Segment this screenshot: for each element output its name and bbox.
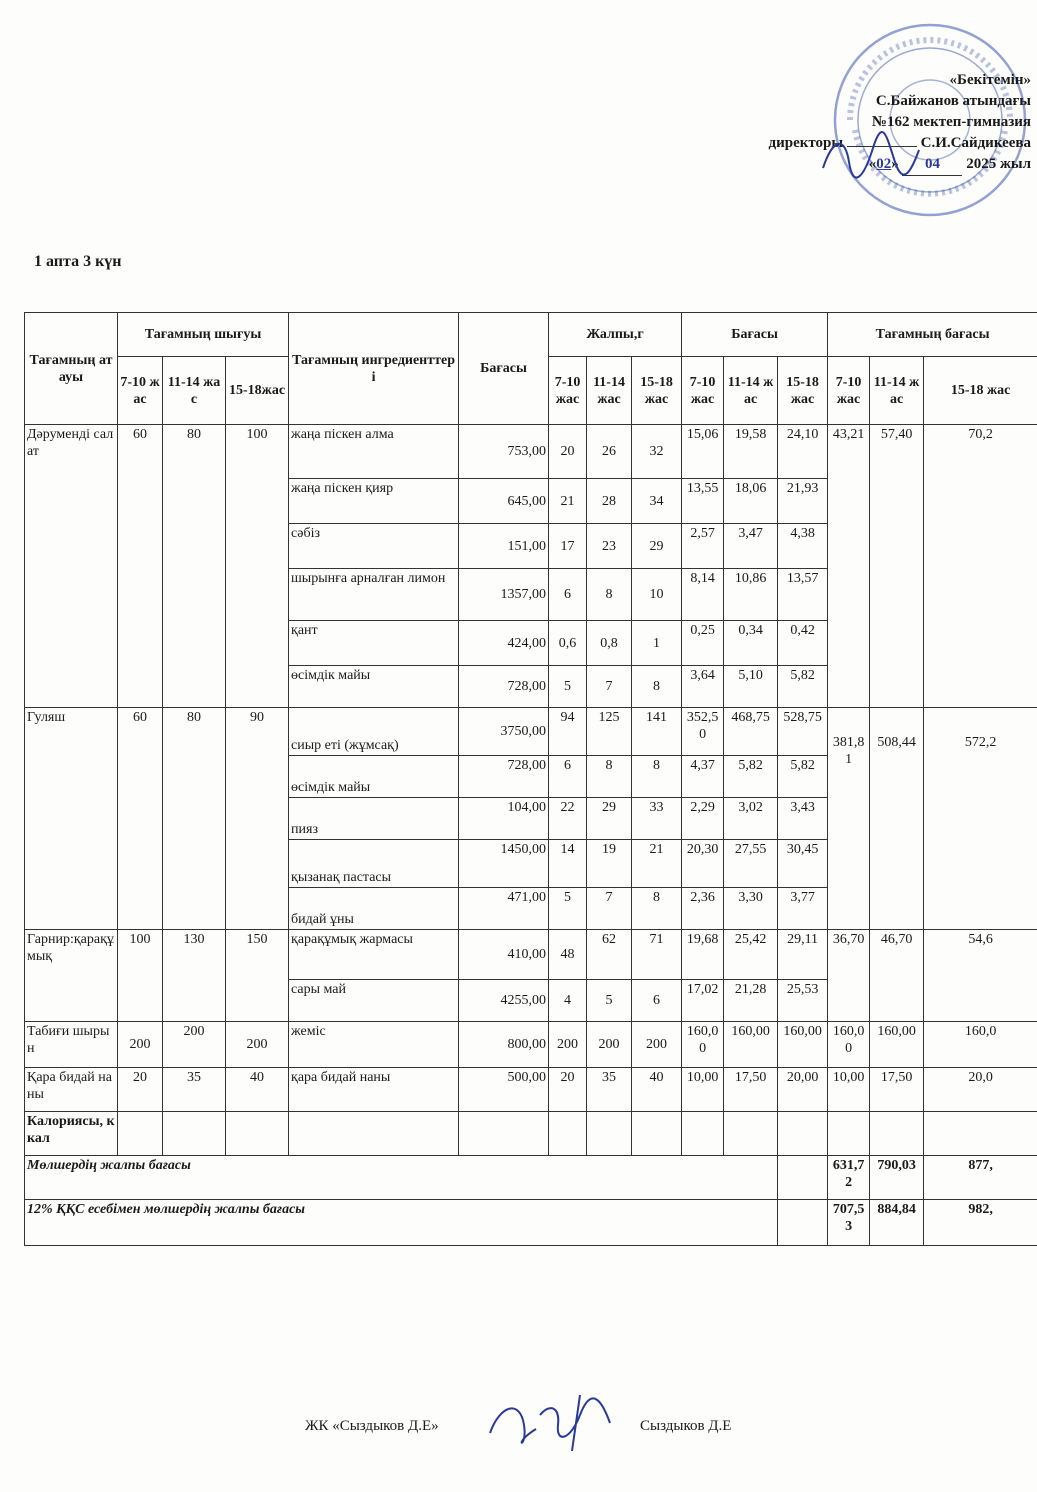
cell: 381,81	[828, 708, 870, 930]
cell: 3750,00	[459, 708, 549, 756]
ingredient: сиыр еті (жұмсақ)	[289, 708, 459, 756]
dish-name: Табиғи шырын	[25, 1022, 118, 1068]
cell: 33	[632, 798, 682, 840]
cell: 151,00	[459, 524, 549, 569]
cell: 0,8	[587, 621, 632, 666]
cell: 4,37	[682, 756, 724, 798]
cell: 19,68	[682, 930, 724, 980]
cell: 94	[549, 708, 587, 756]
cell: 3,47	[724, 524, 778, 569]
approval-date: «02» 04 2025 жыл	[731, 154, 1031, 176]
approval-date-day: 02	[876, 156, 892, 172]
approval-date-year: 2025 жыл	[966, 156, 1031, 172]
header-cost-7-10: 7-10 жас	[682, 357, 724, 425]
cell: 200	[163, 1022, 226, 1068]
dish-name: Қара бидай наны	[25, 1068, 118, 1112]
cell: 21	[549, 479, 587, 524]
vat-label: 12% ҚҚС есебімен мөлшердің жалпы бағасы	[25, 1200, 778, 1246]
cell: 36,70	[828, 930, 870, 1022]
cell: 410,00	[459, 930, 549, 980]
cell: 80	[163, 708, 226, 930]
cell: 130	[163, 930, 226, 1022]
cell: 21	[632, 840, 682, 888]
cell: 753,00	[459, 425, 549, 479]
cell: 160,00	[724, 1022, 778, 1068]
cell: 468,75	[724, 708, 778, 756]
cell: 104,00	[459, 798, 549, 840]
cell: 2,57	[682, 524, 724, 569]
header-total-15-18: 15-18 жас	[632, 357, 682, 425]
vat-row	[25, 1200, 1037, 1246]
cell: 20,30	[682, 840, 724, 888]
header-age-7-10: 7-10 жас	[118, 357, 163, 425]
footer-person: Сыздыков Д.Е	[640, 1418, 732, 1434]
cell: 25,42	[724, 930, 778, 980]
total-11-14: 790,03	[870, 1156, 924, 1200]
dish-name: Дәруменді салат	[25, 425, 118, 708]
ingredient: қант	[289, 621, 459, 666]
cell: 0,42	[778, 621, 828, 666]
cell: 17,50	[724, 1068, 778, 1112]
cell: 6	[549, 756, 587, 798]
cell: 800,00	[459, 1022, 549, 1068]
ingredient: өсімдік майы	[289, 756, 459, 798]
table-row	[25, 930, 1037, 980]
ingredient: өсімдік майы	[289, 666, 459, 708]
header-dish-price: Тағамның бағасы	[828, 313, 1037, 357]
header-name: Тағамның атауы	[25, 313, 118, 425]
approval-director-prefix: директоры	[768, 135, 844, 151]
cell: 10	[632, 569, 682, 621]
dish-name: Гуляш	[25, 708, 118, 930]
cell: 5	[549, 888, 587, 930]
vat-7-10: 707,53	[828, 1200, 870, 1246]
header-total-11-14: 11-14 жас	[587, 357, 632, 425]
cell: 8	[587, 569, 632, 621]
cell: 20,0	[924, 1068, 1037, 1112]
cell: 90	[226, 708, 289, 930]
cell: 500,00	[459, 1068, 549, 1112]
cell: 5,82	[778, 666, 828, 708]
cell: 27,55	[724, 840, 778, 888]
vat-11-14: 884,84	[870, 1200, 924, 1246]
cell: 352,50	[682, 708, 724, 756]
cell: 160,00	[778, 1022, 828, 1068]
menu-table	[24, 312, 1037, 1246]
table-row	[25, 425, 1037, 479]
cell: 34	[632, 479, 682, 524]
cell: 17,02	[682, 980, 724, 1022]
cell: 21,93	[778, 479, 828, 524]
cell: 5,10	[724, 666, 778, 708]
ingredient: жеміс	[289, 1022, 459, 1068]
cell: 5,82	[724, 756, 778, 798]
cell: 645,00	[459, 479, 549, 524]
total-15-18: 877,	[924, 1156, 1037, 1200]
cell: 29,11	[778, 930, 828, 980]
table-row	[25, 1068, 1037, 1112]
cell: 57,40	[870, 425, 924, 708]
approval-director-name: С.И.Сайдикеева	[920, 135, 1031, 151]
cell: 125	[587, 708, 632, 756]
ingredient: қара бидай наны	[289, 1068, 459, 1112]
header-dish-15-18: 15-18 жас	[924, 357, 1037, 425]
cell: 1	[632, 621, 682, 666]
header-cost-11-14: 11-14 жас	[724, 357, 778, 425]
cell: 40	[226, 1068, 289, 1112]
cell: 24,10	[778, 425, 828, 479]
header-dish-11-14: 11-14 жас	[870, 357, 924, 425]
cell: 728,00	[459, 756, 549, 798]
ingredient: бидай ұны	[289, 888, 459, 930]
cell: 29	[587, 798, 632, 840]
cell: 508,44	[870, 708, 924, 930]
cell: 160,00	[870, 1022, 924, 1068]
cell: 0,6	[549, 621, 587, 666]
cell: 100	[226, 425, 289, 708]
footer-company: ЖК «Сыздыков Д.Е»	[305, 1418, 439, 1434]
cell: 100	[118, 930, 163, 1022]
cell: 10,86	[724, 569, 778, 621]
cell: 8	[632, 888, 682, 930]
cell: 71	[632, 930, 682, 980]
cell: 62	[587, 930, 632, 980]
cell: 141	[632, 708, 682, 756]
header-age-11-14: 11-14 жас	[163, 357, 226, 425]
cell: 8,14	[682, 569, 724, 621]
cell: 4,38	[778, 524, 828, 569]
cell: 424,00	[459, 621, 549, 666]
cell: 35	[587, 1068, 632, 1112]
approval-school-line2: №162 мектеп-гимназия	[871, 114, 1031, 130]
header-ingredients: Тағамның ингредиенттері	[289, 313, 459, 425]
cell: 18,06	[724, 479, 778, 524]
header-total-7-10: 7-10 жас	[549, 357, 587, 425]
cell: 0,34	[724, 621, 778, 666]
cell: 3,64	[682, 666, 724, 708]
cell: 3,02	[724, 798, 778, 840]
cell: 8	[632, 666, 682, 708]
ingredient: жаңа піскен қияр	[289, 479, 459, 524]
cell: 28	[587, 479, 632, 524]
cell: 728,00	[459, 666, 549, 708]
cell: 5	[549, 666, 587, 708]
ingredient: қызанақ пастасы	[289, 840, 459, 888]
cell: 19,58	[724, 425, 778, 479]
header-cost-15-18: 15-18 жас	[778, 357, 828, 425]
cell: 1450,00	[459, 840, 549, 888]
cell: 60	[118, 425, 163, 708]
cell: 20,00	[778, 1068, 828, 1112]
cell: 80	[163, 425, 226, 708]
cell: 471,00	[459, 888, 549, 930]
table-row	[25, 708, 1037, 756]
cell: 10,00	[682, 1068, 724, 1112]
cell: 4	[549, 980, 587, 1022]
cell: 0,25	[682, 621, 724, 666]
cell: 19	[587, 840, 632, 888]
cell: 43,21	[828, 425, 870, 708]
cell: 7	[587, 666, 632, 708]
total-label: Мөлшердің жалпы бағасы	[25, 1156, 778, 1200]
cell: 2,36	[682, 888, 724, 930]
cell: 200	[549, 1022, 587, 1068]
cell: 1357,00	[459, 569, 549, 621]
cell: 528,75	[778, 708, 828, 756]
cell: 160,00	[682, 1022, 724, 1068]
cell: 160,0	[924, 1022, 1037, 1068]
cell: 6	[632, 980, 682, 1022]
cell: 3,30	[724, 888, 778, 930]
cell: 35	[163, 1068, 226, 1112]
cell: 15,06	[682, 425, 724, 479]
table-row	[25, 1022, 1037, 1068]
cell: 13,57	[778, 569, 828, 621]
cell: 60	[118, 708, 163, 930]
ingredient: қарақұмық жармасы	[289, 930, 459, 980]
total-row	[25, 1156, 1037, 1200]
cell: 7	[587, 888, 632, 930]
cell: 20	[549, 425, 587, 479]
header-cost: Бағасы	[682, 313, 828, 357]
cell: 8	[587, 756, 632, 798]
day-label: 1 апта 3 күн	[34, 253, 122, 270]
cell: 20	[118, 1068, 163, 1112]
cell: 26	[587, 425, 632, 479]
cell: 25,53	[778, 980, 828, 1022]
cell: 14	[549, 840, 587, 888]
vat-15-18: 982,	[924, 1200, 1037, 1246]
calories-label: Калориясы, ккал	[25, 1112, 118, 1156]
cell: 200	[226, 1022, 289, 1068]
cell: 5	[587, 980, 632, 1022]
cell: 17,50	[870, 1068, 924, 1112]
cell: 29	[632, 524, 682, 569]
cell: 23	[587, 524, 632, 569]
cell: 13,55	[682, 479, 724, 524]
cell: 17	[549, 524, 587, 569]
cell: 30,45	[778, 840, 828, 888]
cell: 40	[632, 1068, 682, 1112]
cell: 54,6	[924, 930, 1037, 1022]
cell: 21,28	[724, 980, 778, 1022]
cell: 572,2	[924, 708, 1037, 930]
cell: 2,29	[682, 798, 724, 840]
cell: 6	[549, 569, 587, 621]
header-age-15-18: 15-18жас	[226, 357, 289, 425]
approval-title: «Бекітемін»	[949, 72, 1031, 88]
approval-date-month: 04	[902, 154, 962, 176]
cell: 32	[632, 425, 682, 479]
cell: 70,2	[924, 425, 1037, 708]
header-price: Бағасы	[459, 313, 549, 425]
header-output: Тағамның шығуы	[118, 313, 289, 357]
ingredient: сәбіз	[289, 524, 459, 569]
cell: 200	[587, 1022, 632, 1068]
ingredient: сары май	[289, 980, 459, 1022]
ingredient: шырынға арналған лимон	[289, 569, 459, 621]
cell: 3,77	[778, 888, 828, 930]
ingredient: пияз	[289, 798, 459, 840]
cell: 20	[549, 1068, 587, 1112]
cell: 10,00	[828, 1068, 870, 1112]
cell: 160,00	[828, 1022, 870, 1068]
cell: 48	[549, 930, 587, 980]
header-total-grams: Жалпы,г	[549, 313, 682, 357]
cell: 200	[118, 1022, 163, 1068]
ingredient: жаңа піскен алма	[289, 425, 459, 479]
cell: 8	[632, 756, 682, 798]
cell: 46,70	[870, 930, 924, 1022]
cell: 200	[632, 1022, 682, 1068]
total-7-10: 631,72	[828, 1156, 870, 1200]
header-dish-7-10: 7-10 жас	[828, 357, 870, 425]
cell: 5,82	[778, 756, 828, 798]
cell: 150	[226, 930, 289, 1022]
director-signature	[815, 128, 925, 188]
cell: 4255,00	[459, 980, 549, 1022]
supplier-signature	[480, 1385, 630, 1455]
calories-row	[25, 1112, 1037, 1156]
cell: 22	[549, 798, 587, 840]
approval-school-line1: С.Байжанов атындағы	[875, 93, 1031, 109]
cell: 3,43	[778, 798, 828, 840]
dish-name: Гарнир:қарақұмық	[25, 930, 118, 1022]
